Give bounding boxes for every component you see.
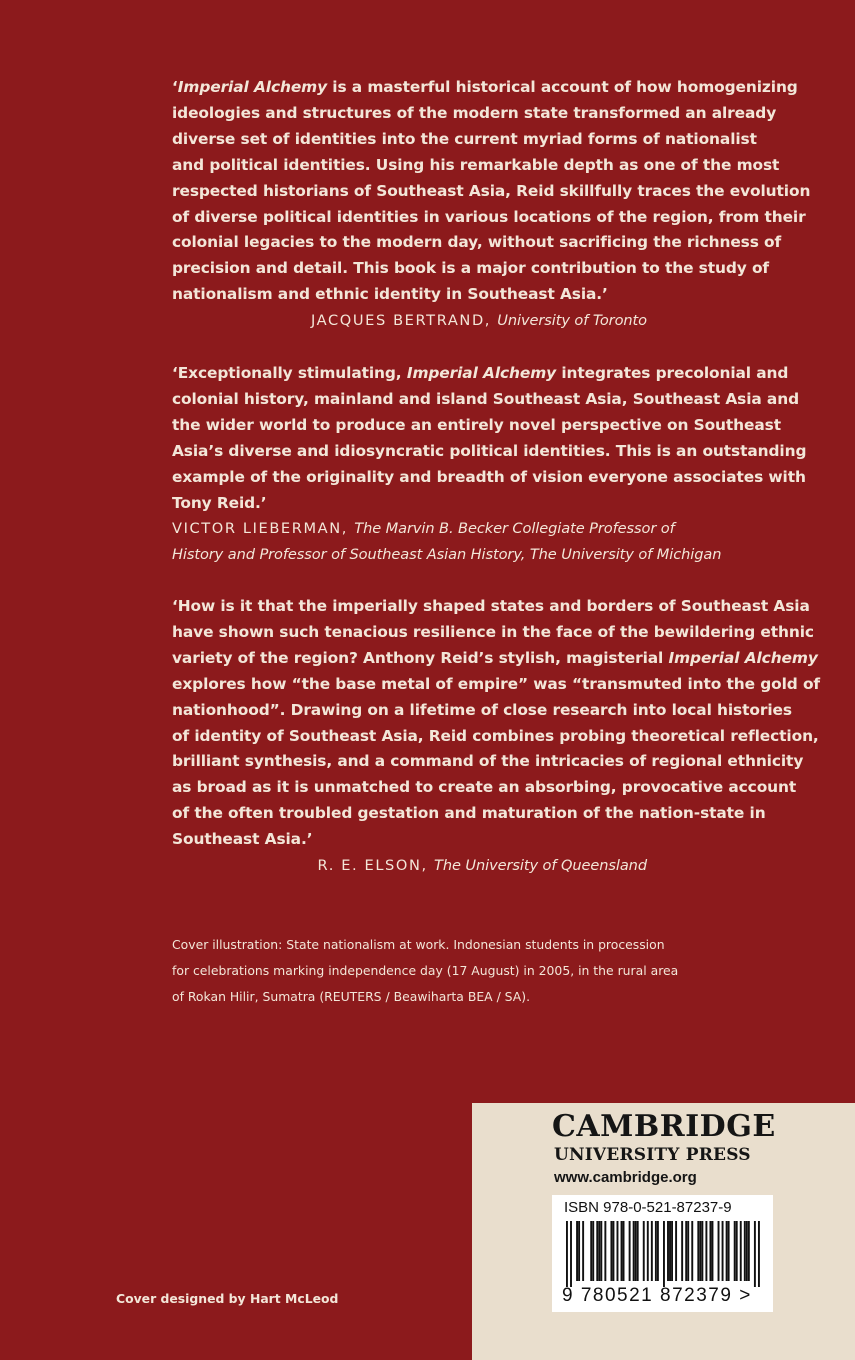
barcode-bar	[734, 1221, 736, 1281]
barcode-bar	[612, 1221, 614, 1281]
quote-line: example of the originality and breadth of vision everyone associates with	[172, 467, 806, 486]
book-title: Imperial Alchemy	[177, 78, 328, 96]
attribution-name: VICTOR LIEBERMAN,	[172, 520, 355, 538]
quote-line: explores how “the base metal of empire” was “transmuted into the gold of	[172, 674, 821, 693]
quote-line: as broad as it is unmatched to create an absorbing, provocative account	[172, 778, 797, 797]
quote-line: variety of the region? Anthony Reid’s stylish, magisterial Imperial Alchemy	[172, 648, 818, 667]
quote-line: colonial legacies to the modern day, without sacrificing the richness of	[172, 233, 782, 252]
quote-line: Southeast Asia.’	[172, 830, 313, 849]
barcode-bar	[701, 1221, 703, 1281]
barcode-bar	[663, 1221, 665, 1287]
barcode-bar	[623, 1221, 625, 1281]
quote-attribution	[172, 516, 675, 542]
barcode-bar	[728, 1221, 730, 1281]
barcode-bar	[667, 1221, 669, 1281]
barcode-bar	[621, 1221, 623, 1281]
quote-attribution	[172, 542, 722, 568]
barcode-bar	[617, 1221, 619, 1281]
quote-line: have shown such tenacious resilience in the face of the bewildering ethnic	[172, 622, 814, 641]
barcode-bar	[600, 1221, 602, 1281]
credit-line: of Rokan Hilir, Sumatra (REUTERS / Beawiharta BEA / SA).	[172, 988, 531, 1004]
attribution-affiliation: The University of Queensland	[434, 857, 647, 875]
barcode-bar	[736, 1221, 738, 1281]
quote-line: ‘Imperial Alchemy is a masterful historical account of how homogenizing	[172, 78, 798, 96]
barcode-bar	[598, 1221, 600, 1281]
quote-line: Tony Reid.’	[172, 493, 267, 512]
credit-line: Cover illustration: State nationalism at work. Indonesian students in procession	[172, 937, 665, 952]
quote-text	[172, 594, 821, 853]
publisher-url: www.cambridge.org	[554, 1169, 697, 1186]
endorsement-quote-2	[172, 361, 807, 568]
barcode-bar	[758, 1221, 760, 1287]
attribution-affiliation: The Marvin B. Becker Collegiate Professor of	[354, 520, 675, 538]
barcode-bar	[629, 1221, 631, 1281]
barcode-bar	[590, 1221, 592, 1281]
quote-line: of the often troubled gestation and maturation of the nation-state in	[172, 804, 766, 823]
barcode-bar	[746, 1221, 748, 1281]
barcode-bar	[685, 1221, 687, 1281]
quote-line: ‘Exceptionally stimulating, Imperial Alchemy integrates precolonial and	[172, 364, 789, 382]
barcode-bar	[669, 1221, 671, 1281]
quote-line: the wider world to produce an entirely novel perspective on Southeast	[172, 415, 781, 434]
barcode-bar	[691, 1221, 693, 1281]
barcode-bar	[592, 1221, 594, 1281]
barcode-bar	[578, 1221, 580, 1281]
book-title: Imperial Alchemy	[668, 648, 818, 667]
quote-line: precision and detail. This book is a major contribution to the study of	[172, 259, 770, 278]
endorsement-quote-3	[172, 594, 821, 879]
attribution-affiliation: History and Professor of Southeast Asian History, The University of Michigan	[172, 546, 722, 564]
book-title: Imperial Alchemy	[406, 364, 557, 382]
barcode-bar	[748, 1221, 750, 1281]
cover-illustration-credit	[172, 932, 679, 1009]
barcode-bar	[610, 1221, 612, 1281]
quote-line: brilliant synthesis, and a command of the intricacies of regional ethnicity	[172, 752, 804, 771]
quote-line: nationhood”. Drawing on a lifetime of close research into local histories	[172, 700, 792, 719]
attribution-affiliation: University of Toronto	[497, 312, 647, 330]
quote-line: ideologies and structures of the modern state transformed an already	[172, 103, 777, 122]
barcode-bar	[681, 1221, 683, 1281]
endorsement-quote-1	[172, 75, 811, 334]
barcode-bar	[687, 1221, 689, 1281]
barcode-bar	[744, 1221, 746, 1281]
barcode-bar	[576, 1221, 578, 1281]
quote-line: respected historians of Southeast Asia, Reid skillfully traces the evolution	[172, 181, 811, 200]
attribution-name: JACQUES BERTRAND,	[311, 312, 498, 330]
publisher-name: CAMBRIDGE	[552, 1109, 776, 1144]
barcode-bar	[671, 1221, 673, 1281]
quote-text	[172, 75, 811, 308]
quote-line: and political identities. Using his remarkable depth as one of the most	[172, 155, 780, 174]
barcode-bar	[697, 1221, 699, 1281]
publisher-subname: UNIVERSITY PRESS	[554, 1145, 751, 1165]
barcode-bar	[566, 1221, 568, 1287]
isbn-label: ISBN 978-0-521-87237-9	[564, 1199, 732, 1216]
quote-attribution	[172, 308, 647, 334]
credit-line: for celebrations marking independence day (17 August) in 2005, in the rural area	[172, 962, 679, 978]
publisher-panel	[472, 1103, 855, 1360]
quote-line: Asia’s diverse and idiosyncratic political identities. This is an outstanding	[172, 441, 807, 460]
barcode-bar	[699, 1221, 701, 1281]
barcode-bars	[566, 1221, 760, 1287]
barcode-bar	[705, 1221, 707, 1281]
barcode-bar	[647, 1221, 649, 1281]
barcode-bar	[637, 1221, 639, 1281]
attribution-name: R. E. ELSON,	[317, 857, 434, 875]
barcode-bar	[604, 1221, 606, 1281]
quote-line: diverse set of identities into the current myriad forms of nationalist	[172, 129, 757, 148]
isbn-barcode	[552, 1195, 773, 1312]
quote-attribution	[172, 853, 647, 879]
barcode-bar	[643, 1221, 645, 1281]
barcode-bar	[712, 1221, 714, 1281]
quote-line: of diverse political identities in various locations of the region, from their	[172, 207, 806, 226]
quote-line: of identity of Southeast Asia, Reid combines probing theoretical reflection,	[172, 726, 819, 745]
barcode-bar	[718, 1221, 720, 1281]
barcode-bar	[740, 1221, 742, 1281]
barcode-bar	[657, 1221, 659, 1281]
cover-designer-credit: Cover designed by Hart McLeod	[116, 1291, 339, 1306]
barcode-bar	[726, 1221, 728, 1281]
quote-line: nationalism and ethnic identity in Southeast Asia.’	[172, 285, 608, 304]
barcode-bar	[651, 1221, 653, 1281]
barcode-bar	[754, 1221, 756, 1287]
barcode-bar	[582, 1221, 584, 1281]
quote-line: ‘How is it that the imperially shaped states and borders of Southeast Asia	[172, 597, 810, 615]
barcode-bar	[655, 1221, 657, 1281]
barcode-bar	[722, 1221, 724, 1281]
barcode-digits: 9 780521 872379 >	[562, 1285, 752, 1306]
barcode-bar	[633, 1221, 635, 1281]
barcode-bar	[570, 1221, 572, 1287]
barcode-bar	[596, 1221, 598, 1281]
quote-line: colonial history, mainland and island Southeast Asia, Southeast Asia and	[172, 389, 799, 408]
barcode-bar	[675, 1221, 677, 1281]
barcode-bar	[709, 1221, 711, 1281]
quote-text	[172, 361, 807, 516]
barcode-bar	[635, 1221, 637, 1281]
